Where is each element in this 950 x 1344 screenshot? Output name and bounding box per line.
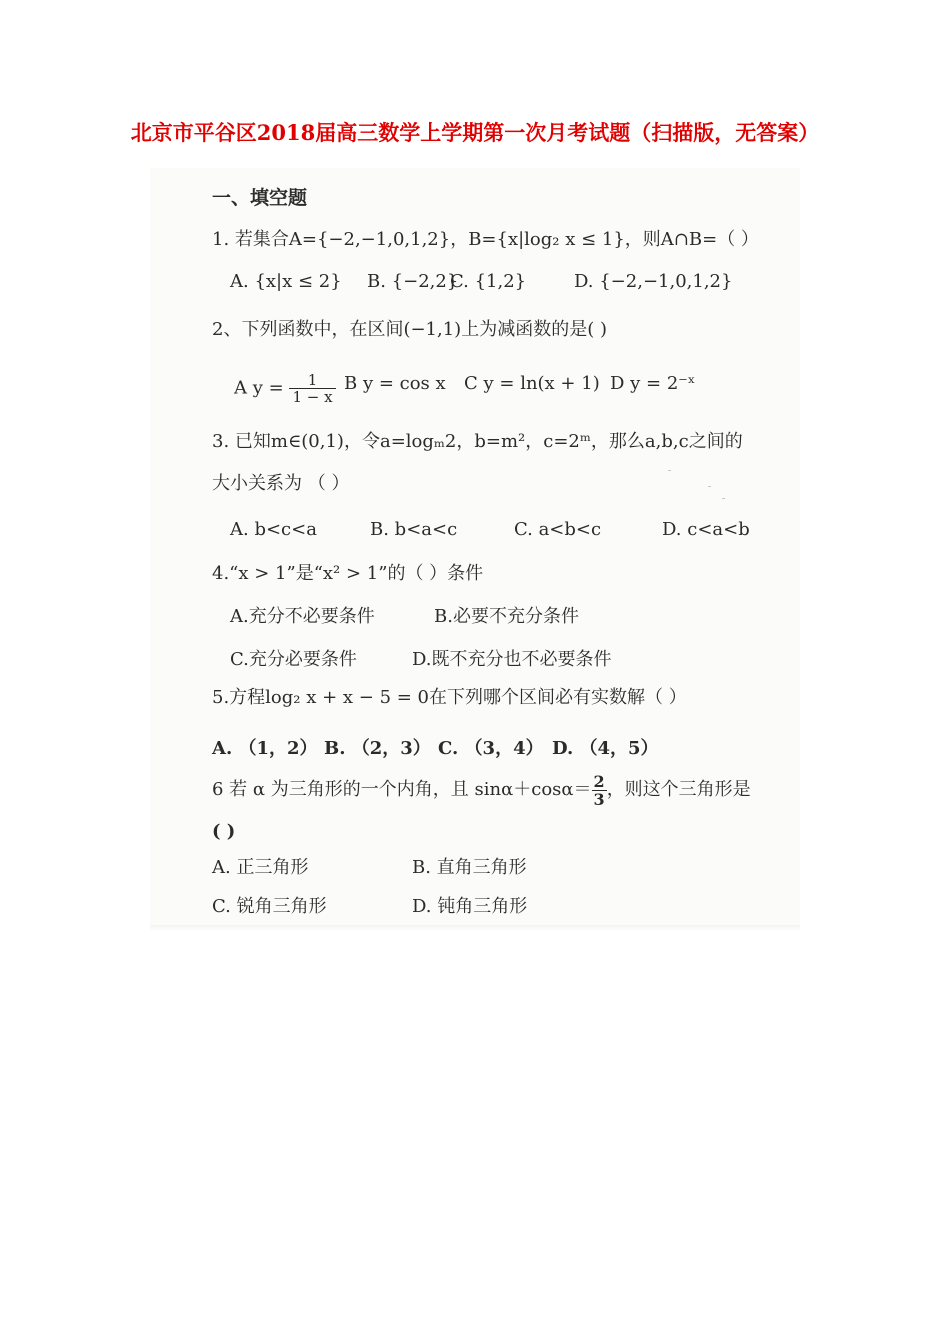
question-6-option-c: C. 锐角三角形	[212, 896, 327, 917]
question-1-option-b: B. {−2,2}	[367, 271, 459, 292]
question-5-stem: 5.方程log₂ x + x − 5 = 0在下列哪个区间必有实数解（ ）	[212, 687, 687, 708]
question-6-stem-text: 6 若 α 为三角形的一个内角，且 sinα＋cosα＝	[212, 779, 592, 800]
question-6-options-row-1	[212, 856, 772, 880]
scan-speck	[722, 498, 725, 499]
question-1-option-c: C. {1,2}	[450, 271, 527, 292]
question-6-stem-tail: ，则这个三角形是	[606, 779, 751, 800]
question-6-stem	[212, 770, 751, 810]
question-4-options-row-1	[212, 605, 772, 629]
scan-speck	[668, 470, 671, 471]
fraction-denominator: 3	[593, 789, 605, 809]
question-1-option-d: D. {−2,−1,0,1,2}	[574, 271, 733, 292]
question-5-option-a: A. （1，2）	[212, 738, 318, 759]
question-2-option-a	[234, 372, 336, 405]
question-3-option-a: A. b<c<a	[230, 519, 317, 540]
question-5-option-c: C. （3，4）	[438, 738, 544, 759]
question-1-stem: 1. 若集合A={−2,−1,0,1,2}，B={x|log₂ x ≤ 1}，则A∩B=（ ）	[212, 229, 759, 250]
question-2-option-a-label: A y =	[234, 377, 284, 399]
question-3-stem: 3. 已知m∈(0,1)，令a=logₘ2，b=m²，c=2ᵐ，那么a,b,c之间的	[212, 431, 743, 452]
question-6-option-b: B. 直角三角形	[412, 857, 527, 878]
question-4-option-c: C.充分必要条件	[230, 649, 357, 670]
question-3-stem-continued: 大小关系为 （ ）	[212, 473, 350, 494]
question-4-option-d: D.既不充分也不必要条件	[412, 649, 612, 670]
question-2-options	[212, 366, 772, 404]
question-1-options	[212, 270, 772, 294]
question-2-option-c: C y = ln(x + 1)	[464, 373, 600, 394]
question-4-option-a: A.充分不必要条件	[230, 606, 375, 627]
question-6-options-row-2	[212, 895, 772, 919]
section-heading: 一、填空题	[212, 187, 308, 209]
fraction-numerator: 2	[593, 771, 605, 791]
fraction-numerator: 1	[289, 372, 335, 389]
question-3-options	[212, 518, 772, 542]
fraction-denominator: 1 − x	[292, 388, 333, 406]
question-2-option-d: D y = 2⁻ˣ	[610, 373, 696, 394]
question-5-option-b: B. （2，3）	[324, 738, 431, 759]
scan-edge-shadow	[150, 925, 800, 931]
scan-speck	[708, 486, 711, 487]
question-2-option-b: B y = cos x	[344, 373, 446, 394]
question-3-option-b: B. b<a<c	[370, 519, 458, 540]
question-1-option-a: A. {x|x ≤ 2}	[230, 271, 342, 292]
question-6-option-d: D. 钝角三角形	[412, 896, 528, 917]
question-2-stem: 2、下列函数中，在区间(−1,1)上为减函数的是( )	[212, 319, 607, 340]
document-title: 北京市平谷区2018届高三数学上学期第一次月考试题（扫描版，无答案）	[130, 120, 820, 145]
question-5-option-d: D. （4，5）	[552, 738, 659, 759]
question-3-option-d: D. c<a<b	[662, 519, 750, 540]
question-4-stem: 4.“x > 1”是“x² > 1”的（ ）条件	[212, 563, 484, 584]
question-6-option-a: A. 正三角形	[212, 857, 309, 878]
question-6-answer-blank: ( )	[212, 821, 236, 842]
question-6-fraction	[592, 773, 607, 808]
question-5-options	[212, 737, 772, 761]
question-2-option-a-fraction	[289, 372, 335, 405]
question-3-option-c: C. a<b<c	[514, 519, 602, 540]
question-4-options-row-2	[212, 648, 772, 672]
question-4-option-b: B.必要不充分条件	[434, 606, 579, 627]
